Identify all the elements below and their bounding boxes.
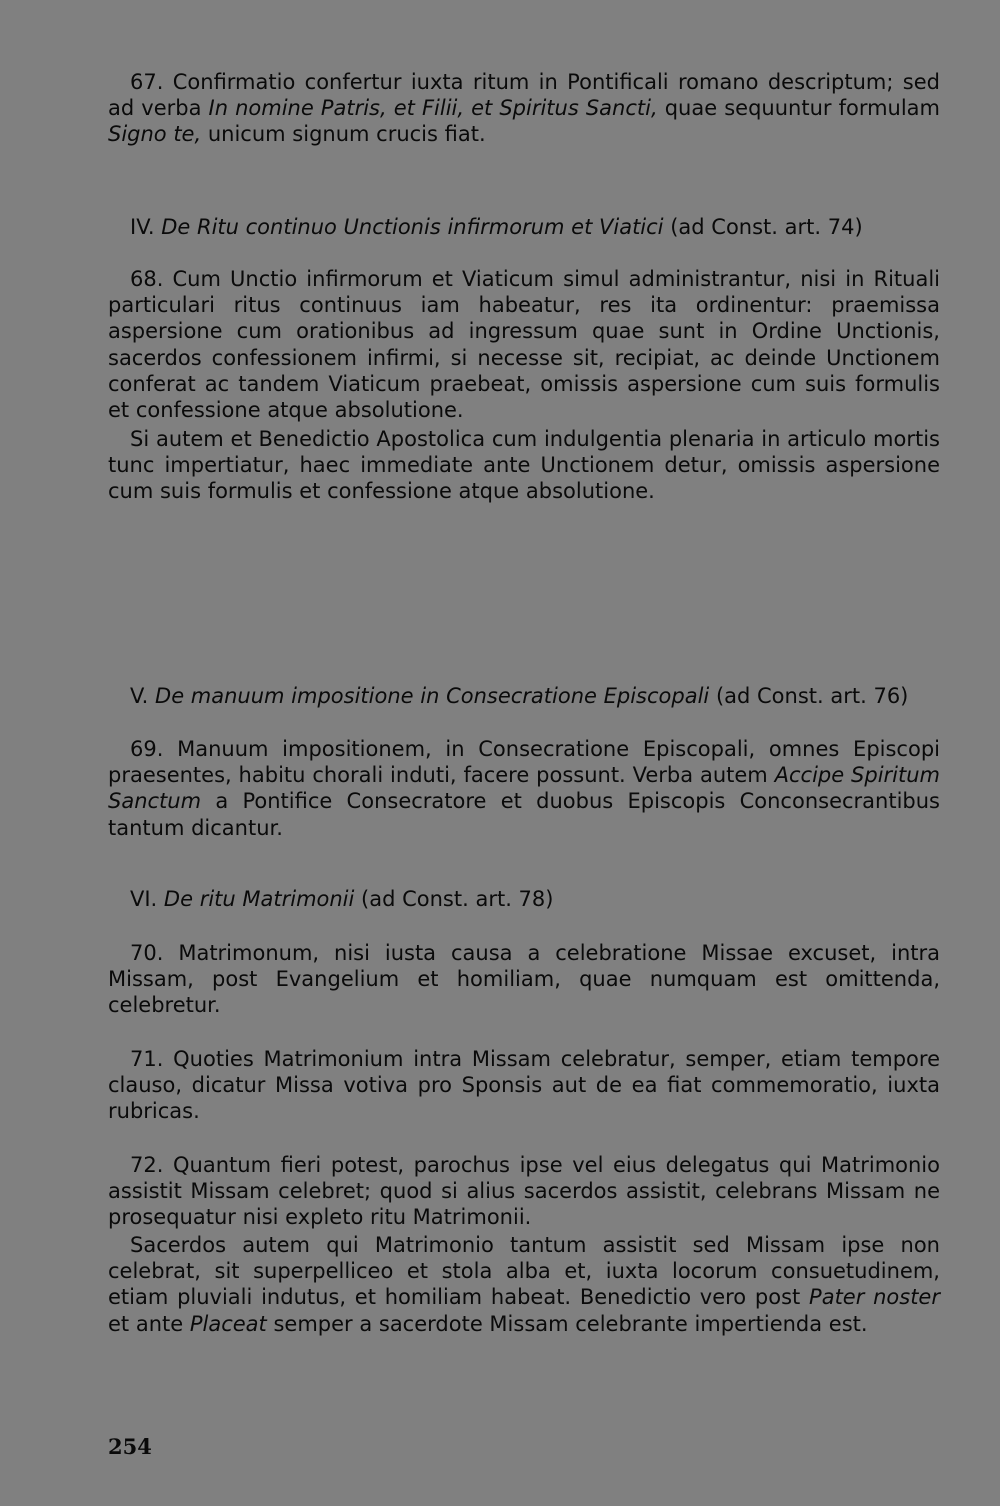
paragraph-72: 72. Quantum fieri potest, parochus ipse vel eius delegatus qui Matrimonio assistit Missam celebret; quod si alius sacerdos assistit, celebrans Missam ne prosequatur nisi expleto ritu Matrimonii.: [108, 1153, 940, 1230]
heading-iv-number: IV.: [130, 215, 155, 239]
p67-text-c: quae sequuntur formulam: [657, 96, 941, 121]
heading-v-number: V.: [130, 684, 149, 708]
section-heading-iv: [130, 214, 940, 240]
p72b-text-e: semper a sacerdote Missam celebrante impertienda est.: [266, 1311, 868, 1336]
section-heading-vi: [130, 886, 940, 912]
heading-v-title: De manuum impositione in Consecratione Episcopali: [155, 684, 710, 708]
section-heading-v: [130, 683, 940, 709]
p67-text-e: unicum signum crucis fiat.: [201, 122, 486, 147]
p67-text-a: 67. Confirmatio confertur iuxta ritum in Pontificali romano descriptum; sed ad verba: [108, 70, 940, 121]
heading-v-ref: (ad Const. art. 76): [715, 684, 909, 708]
paragraph-69: [108, 736, 940, 841]
paragraph-68: 68. Cum Unctio infirmorum et Viaticum simul administrantur, nisi in Rituali particulari ritus continuus iam habeatur, res ita ordinentur: praemissa aspersione cum orationibus ad ingressum quae sunt in Ordine Unctionis, sacerdos confessionem infirmi, si necesse sit, recipiat, ac deinde Unctionem conferat ac tandem Viaticum praebeat, omissis aspersione cum suis formulis et confessione atque absolutione.: [108, 267, 940, 423]
p69-text-c: a Pontifice Consecratore et duobus Episcopis Conconsecrantibus tantum dicantur.: [108, 789, 940, 840]
heading-iv-ref: (ad Const. art. 74): [670, 215, 863, 239]
p69-text-a: 69. Manuum impositionem, in Consecratione Episcopali, omnes Episcopi praesentes, habitu chorali induti, facere possunt. Verba autem: [108, 737, 940, 788]
heading-vi-number: VI.: [130, 887, 158, 911]
paragraph-71: 71. Quoties Matrimonium intra Missam celebratur, semper, etiam tempore clauso, dicatur Missa votiva pro Sponsis aut de ea fiat commemoratio, iuxta rubricas.: [108, 1047, 940, 1124]
heading-iv-title: De Ritu continuo Unctionis infirmorum et Viatici: [161, 215, 664, 239]
paragraph-68-continued: Si autem et Benedictio Apostolica cum indulgentia plenaria in articulo mortis tunc impertiatur, haec immediate ante Unctionem detur, omissis aspersione cum suis formulis et confessione atque absolutione.: [108, 427, 940, 504]
p72b-italic-placeat: Placeat: [189, 1311, 267, 1336]
p67-italic-formula: In nomine Patris, et Filii, et Spiritus Sancti,: [208, 96, 658, 121]
paragraph-72-continued: [108, 1232, 940, 1337]
page-number: 254: [108, 1434, 152, 1459]
p72b-text-c: et ante: [108, 1311, 190, 1336]
heading-vi-title: De ritu Matrimonii: [163, 887, 355, 911]
heading-vi-ref: (ad Const. art. 78): [361, 887, 554, 911]
p72b-text-a: Sacerdos autem qui Matrimonio tantum assistit sed Missam ipse non celebrat, sit superpelliceo et stola alba et, iuxta locorum consuetudinem, etiam pluviali indutus, et homiliam habeat. Benedictio vero post: [108, 1233, 940, 1310]
p69-italic-formula: Accipe Spiritum Sanctum: [108, 763, 940, 814]
p72b-italic-pater: Pater noster: [809, 1285, 940, 1310]
p67-italic-signo: Signo te,: [108, 122, 202, 147]
paragraph-67: [108, 69, 940, 148]
paragraph-70: 70. Matrimonum, nisi iusta causa a celebratione Missae excuset, intra Missam, post Evangelium et homiliam, quae numquam est omittenda, celebretur.: [108, 941, 940, 1018]
